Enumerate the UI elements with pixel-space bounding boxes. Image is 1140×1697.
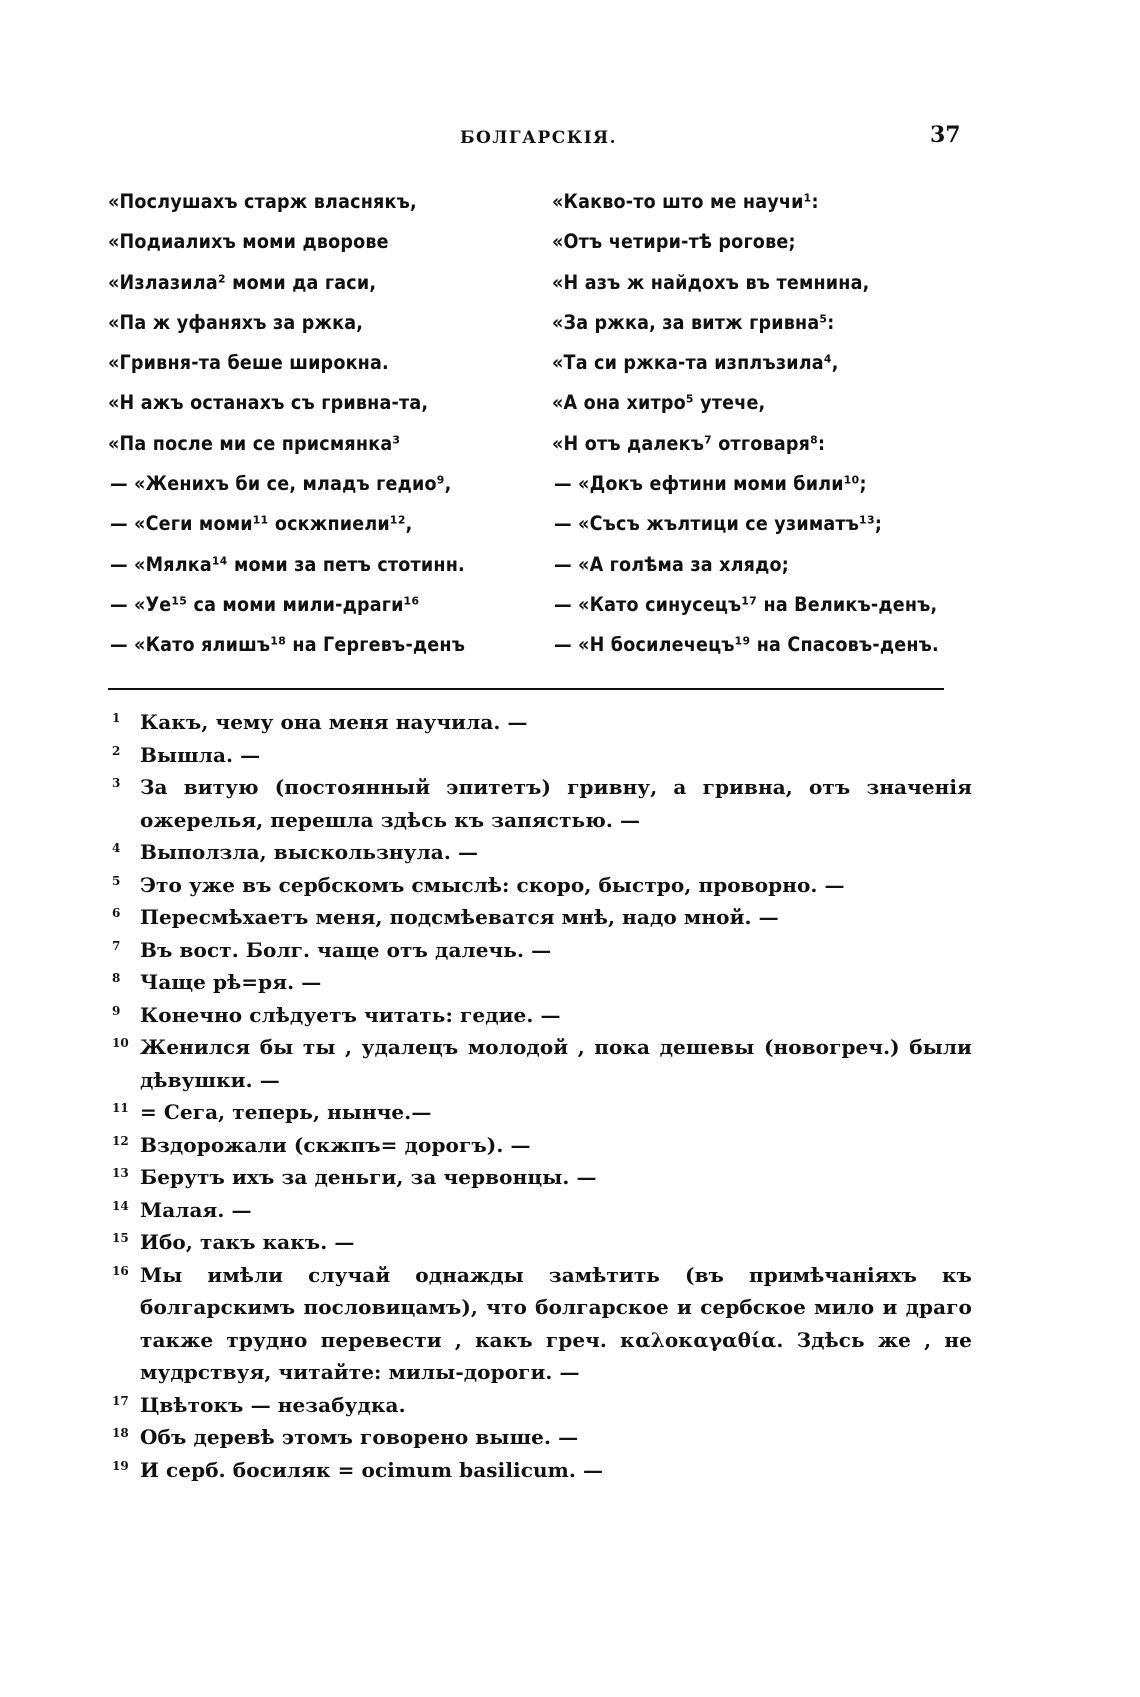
verse-line: «Н отъ далекъ⁷ отговаря⁸: [552, 431, 826, 455]
footnote-text: Мы имѣли случай однажды замѣтить (въ примѣчаніяхъ къ болгарскимъ пословицамъ), что болгарское и сербское мило и драго также трудно перевести , какъ греч. καλοκαγαθία. Здѣсь же , не мудрствуя, читайте: милы-дороги. — [140, 1262, 972, 1384]
footnote-number: 13 [112, 1166, 129, 1180]
verse-line: «Какво-то што ме научи¹: [552, 190, 819, 213]
footnote-text: = Сега, теперь, нынче.— [140, 1100, 432, 1124]
verse-line: «Н азъ ж найдохъ въ темнина, [552, 270, 870, 294]
verse-line: «Подиалихъ моми дворове [108, 230, 389, 254]
footnote-text: Вышла. — [140, 742, 261, 767]
footnote [112, 999, 972, 1032]
footnote [112, 1421, 972, 1454]
footnote-text: Пересмѣхаетъ меня, подсмѣеватся мнѣ, надо мной. — [140, 905, 779, 929]
footnote-text: Ибо, такъ какъ. — [140, 1230, 355, 1254]
footnote [112, 934, 972, 967]
footnote [112, 706, 972, 739]
footnote [112, 1226, 972, 1259]
footnote [112, 966, 972, 999]
footnote-number: 17 [112, 1393, 129, 1408]
footnote-number: 2 [112, 743, 121, 758]
verse-line: «Гривня-та беше широкна. [108, 351, 389, 375]
footnote [112, 1454, 972, 1487]
verse-line: — «Съсъ жълтици се узиматъ¹³; [554, 512, 883, 536]
footnote [112, 1096, 972, 1129]
verse-line: «Отъ четири-тѣ рогове; [552, 230, 796, 254]
footnote-number: 1 [112, 711, 121, 725]
footnote-text: Женился бы ты , удалецъ молодой , пока дешевы (новогреч.) были дѣвушки. — [140, 1035, 972, 1092]
footnote-text: Объ деревѣ этомъ говорено выше. — [140, 1425, 579, 1449]
verse-line: — «Докъ ефтини моми били¹⁰; [554, 472, 867, 496]
verse-column-right [552, 182, 992, 666]
footnote [112, 1389, 972, 1422]
footnote-number: 5 [112, 873, 121, 888]
verse-line: — «Мялка¹⁴ моми за петъ стотинн. [110, 552, 465, 576]
footnote [112, 1259, 972, 1389]
footnote-text: Въ вост. Болг. чаще отъ далечь. — [140, 937, 552, 962]
verse-line: — «Сеги моми¹¹ оскжпиели¹², [110, 512, 413, 536]
footnote-text: Цвѣтокъ — незабудка. [140, 1392, 406, 1417]
verse-line: «А она хитро⁵ утече, [552, 391, 766, 415]
verse-line: «Н ажъ останахъ съ гривна-та, [108, 391, 429, 415]
verse-line: «Па после ми се присмянка³ [108, 431, 401, 455]
verse-column-left [108, 182, 548, 666]
footnote-number: 16 [112, 1263, 129, 1278]
footnote-text: И серб. босиляк = ocimum basilicum. — [140, 1457, 604, 1482]
footnote [112, 901, 972, 934]
verse-line: «Та си ржка-та изплъзила⁴, [552, 351, 839, 375]
footnote-text: Берутъ ихъ за деньги, за червонцы. — [140, 1165, 597, 1189]
footnote [112, 771, 972, 836]
footnote-text: Малая. — [140, 1197, 252, 1222]
footnote-number: 3 [112, 776, 121, 790]
footnote-text: Чаще рѣ=ря. — [140, 970, 322, 994]
verse-line: — «А голѣма за хлядо; [554, 552, 789, 576]
footnote-divider [108, 688, 944, 690]
verse-line: «Излазила² моми да гаси, [108, 270, 377, 294]
verse-line: — «Като синусецъ¹⁷ на Великъ-денъ, [554, 592, 938, 616]
footnotes [112, 706, 972, 1486]
footnote-text: За витую (постоянный эпитетъ) гривну, а гривна, отъ значенія ожерелья, перешла здѣсь къ запястью. — [140, 775, 972, 832]
footnote-number: 14 [112, 1198, 129, 1213]
verse-line: «Послушахъ старж власнякъ, [108, 190, 417, 213]
footnote-number: 12 [112, 1133, 129, 1148]
verse-line: — «Женихъ би се, младъ гедио⁹, [110, 472, 452, 496]
footnote [112, 1129, 972, 1162]
footnote [112, 1161, 972, 1194]
footnote [112, 739, 972, 772]
running-head: БОЛГАРСКІЯ. [460, 128, 618, 148]
footnote-number: 10 [112, 1036, 129, 1050]
footnote-text: Вздорожали (скжпъ= дорогъ). — [140, 1132, 531, 1157]
footnote-number: 18 [112, 1426, 129, 1440]
footnote-number: 7 [112, 938, 121, 953]
footnote-number: 9 [112, 1003, 121, 1018]
footnote-number: 11 [112, 1101, 129, 1115]
footnote-text: Выползла, выскользнула. — [140, 840, 479, 864]
footnote-number: 19 [112, 1458, 129, 1473]
footnote-text: Конечно слѣдуетъ читать: гедие. — [140, 1002, 561, 1027]
verse-line: — «Н босилечецъ¹⁹ на Спасовъ-денъ. [554, 633, 939, 657]
footnote [112, 1031, 972, 1096]
footnote-number: 4 [112, 841, 121, 855]
verse-line: — «Като ялишъ¹⁸ на Гергевъ-денъ [110, 633, 466, 657]
page-number: 37 [930, 122, 961, 148]
footnote-number: 8 [112, 971, 121, 985]
verse-line: «За ржка, за витж гривна⁵: [552, 310, 835, 334]
verse-line: «Па ж уфаняхъ за ржка, [108, 310, 364, 334]
footnote-number: 6 [112, 906, 121, 920]
footnote-text: Это уже въ сербскомъ смыслѣ: скоро, быстро, проворно. — [140, 872, 845, 897]
footnote-text: Какъ, чему она меня научила. — [140, 710, 528, 734]
footnote [112, 869, 972, 902]
footnote [112, 836, 972, 869]
footnote-number: 15 [112, 1231, 129, 1245]
footnote [112, 1194, 972, 1227]
verse-line: — «Уе¹⁵ са моми мили-драги¹⁶ [110, 592, 420, 616]
